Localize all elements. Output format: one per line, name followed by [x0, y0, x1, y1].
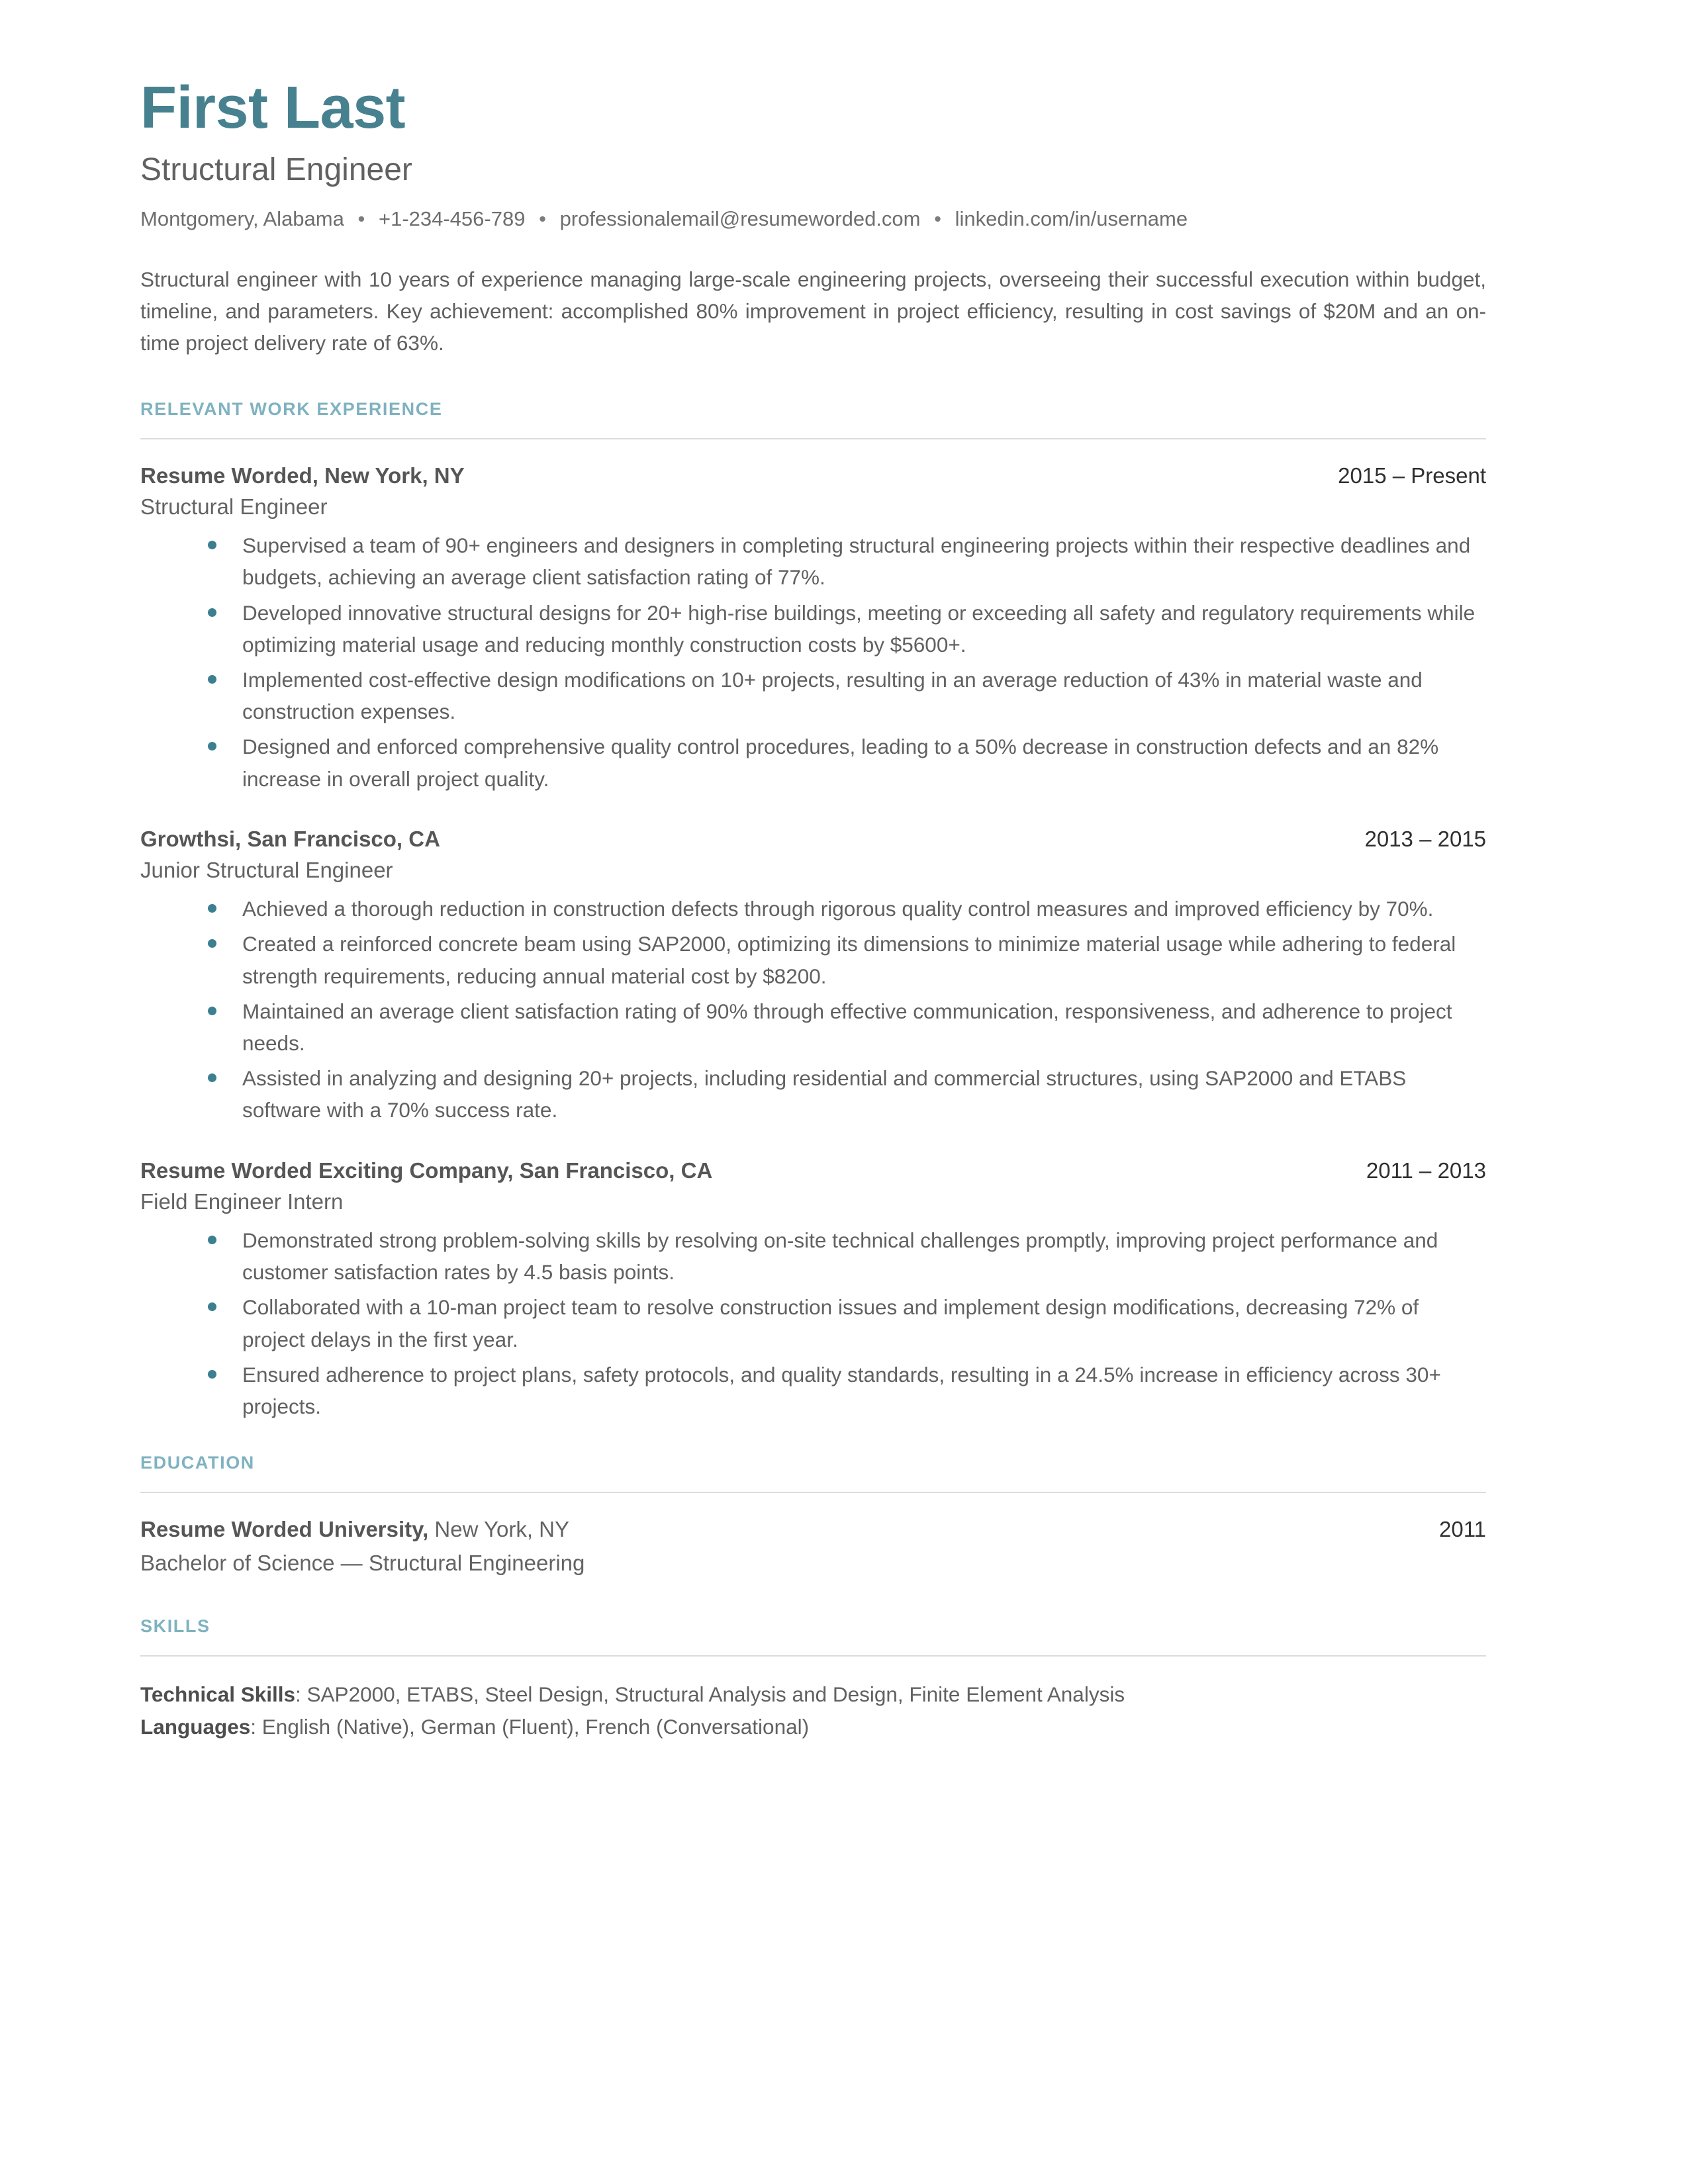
experience-entry	[140, 1157, 1486, 1216]
experience-company: Growthsi, San Francisco, CA	[140, 826, 440, 851]
experience-company: Resume Worded Exciting Company, San Francisco, CA	[140, 1158, 713, 1183]
skills-technical-line	[140, 1679, 1486, 1710]
experience-entry	[140, 825, 1486, 884]
experience-bullet: Achieved a thorough reduction in construction defects through rigorous quality control measures and improved efficiency by 70%.	[204, 893, 1481, 925]
resume-header	[140, 75, 1486, 359]
education-school-location: New York, NY	[428, 1517, 570, 1542]
experience-dates: 2011 – 2013	[1366, 1158, 1486, 1183]
section-title-skills: SKILLS	[140, 1615, 211, 1636]
education-entry-header	[140, 1516, 1486, 1544]
experience-entry-header	[140, 825, 1486, 852]
education-degree: Bachelor of Science — Structural Engineering	[140, 1551, 585, 1576]
contact-location: Montgomery, Alabama	[140, 207, 344, 231]
experience-bullet: Supervised a team of 90+ engineers and designers in completing structural engineering projects within their respective deadlines and budgets, achieving an average client satisfaction rating of 77%.	[204, 529, 1481, 593]
experience-bullets	[140, 529, 1486, 795]
skills-languages-line	[140, 1711, 1486, 1743]
experience-entry	[140, 462, 1486, 521]
experience-bullets	[140, 893, 1486, 1126]
candidate-name: First Last	[140, 75, 406, 141]
skills-languages-value: : English (Native), German (Fluent), French (Conversational)	[250, 1715, 810, 1739]
experience-dates: 2013 – 2015	[1364, 826, 1486, 851]
experience-entry-header	[140, 462, 1486, 489]
section-experience	[140, 399, 1486, 1422]
contact-separator-1: •	[357, 207, 365, 231]
experience-job-title: Field Engineer Intern	[140, 1189, 344, 1214]
education-entry	[140, 1516, 1486, 1578]
experience-dates: 2015 – Present	[1338, 463, 1486, 488]
experience-bullet: Ensured adherence to project plans, safety protocols, and quality standards, resulting in a 24.5% increase in efficiency across 30+ projects.	[204, 1359, 1481, 1422]
candidate-headline: Structural Engineer	[140, 152, 412, 187]
experience-job-title: Junior Structural Engineer	[140, 858, 393, 883]
experience-bullet: Demonstrated strong problem-solving skills by resolving on-site technical challenges promptly, improving project performance and customer satisfaction rates by 4.5 basis points.	[204, 1224, 1481, 1288]
experience-company: Resume Worded, New York, NY	[140, 463, 465, 488]
skills-technical-label: Technical Skills	[140, 1682, 296, 1706]
contact-phone[interactable]: +1-234-456-789	[378, 207, 526, 231]
section-title-education: EDUCATION	[140, 1453, 255, 1473]
section-divider-experience	[140, 438, 1486, 439]
experience-bullet: Implemented cost-effective design modifications on 10+ projects, resulting in an average reduction of 43% in material waste and construction expenses.	[204, 664, 1481, 727]
professional-summary: Structural engineer with 10 years of experience managing large-scale engineering projects, overseeing their successful execution within budget, timeline, and parameters. Key achievement: accomplished 80% improvement in project efficiency, resulting in cost savings of $20M and an on-time project delivery rate of 63%.	[140, 267, 1486, 355]
experience-bullet: Designed and enforced comprehensive quality control procedures, leading to a 50% decrease in construction defects and an 82% increase in overall project quality.	[204, 731, 1481, 794]
experience-job-title: Structural Engineer	[140, 494, 328, 520]
experience-bullet: Collaborated with a 10-man project team to resolve construction issues and implement design modifications, decreasing 72% of project delays in the first year.	[204, 1291, 1481, 1355]
education-school-line	[140, 1516, 569, 1544]
section-divider-education	[140, 1492, 1486, 1493]
experience-bullet: Created a reinforced concrete beam using SAP2000, optimizing its dimensions to minimize material usage while adhering to federal strength requirements, reducing annual material cost by $8200.	[204, 928, 1481, 991]
skills-technical-value: : SAP2000, ETABS, Steel Design, Structural Analysis and Design, Finite Element Analysis	[295, 1682, 1125, 1706]
education-year: 2011	[1439, 1517, 1486, 1542]
contact-email[interactable]: professionalemail@resumeworded.com	[559, 207, 921, 231]
contact-separator-2: •	[539, 207, 546, 231]
experience-bullet: Assisted in analyzing and designing 20+ projects, including residential and commercial structures, using SAP2000 and ETABS software with a 70% success rate.	[204, 1062, 1481, 1126]
contact-linkedin[interactable]: linkedin.com/in/username	[955, 207, 1188, 231]
experience-bullet: Developed innovative structural designs for 20+ high-rise buildings, meeting or exceeding all safety and regulatory requirements while optimizing material usage and reducing monthly construction costs by $5600+.	[204, 597, 1481, 660]
experience-bullets	[140, 1224, 1486, 1422]
section-skills	[140, 1616, 1486, 1743]
contact-separator-3: •	[934, 207, 941, 231]
experience-entry-header	[140, 1157, 1486, 1184]
experience-bullet: Maintained an average client satisfaction rating of 90% through effective communication, responsiveness, and adherence to project needs.	[204, 995, 1481, 1059]
contact-line	[140, 206, 1486, 232]
section-title-experience: RELEVANT WORK EXPERIENCE	[140, 398, 443, 419]
education-skills-spacer	[140, 1578, 1486, 1616]
section-education	[140, 1453, 1486, 1578]
section-divider-skills	[140, 1655, 1486, 1657]
education-school-name: Resume Worded University,	[140, 1517, 429, 1542]
skills-languages-label: Languages	[140, 1715, 251, 1739]
